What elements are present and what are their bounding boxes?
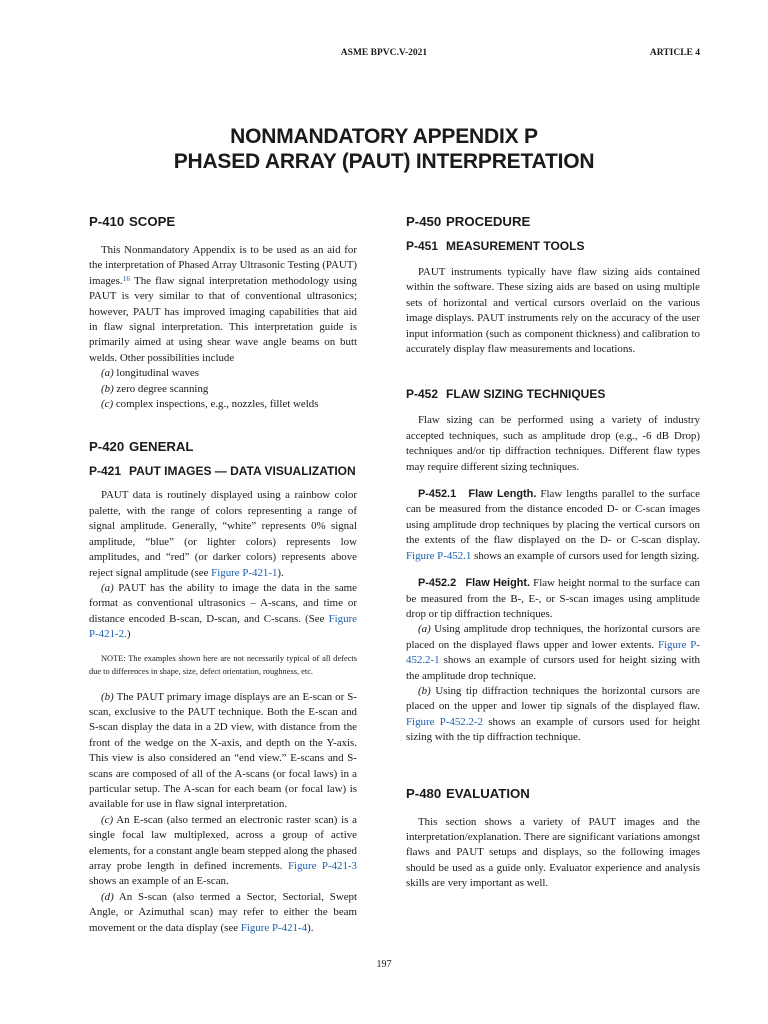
measurement-tools-paragraph: PAUT instruments typically have flaw sizing aids contained within the software. These sizing aids are based on using multiple sets of horizontal and vertical cursors overlaid on the various image displays. PAUT instruments rely on the accuracy of the user input information (such as component thickness) and calibration to accurately display flaw measurements and locations. [406, 266, 700, 356]
left-column [89, 214, 357, 936]
page-number: 197 [376, 959, 392, 970]
paut-images-item-c: (c) An E-scan (also termed an electronic raster scan) is a single focal law multiplexed, across a group of active elements, for a constant angle beam stepped along the phased array probe length in defined increments. Figure P-421-3 shows an example of an E-scan. [89, 813, 358, 888]
title-line-2: PHASED ARRAY (PAUT) INTERPRETATION [173, 150, 595, 173]
figure-link[interactable]: Figure P-421-4 [240, 921, 308, 934]
note-text: NOTE: The examples shown here are not necessarily typical of all defects due to differences in shape, size, defect orientation, roughness, etc. [89, 653, 357, 676]
scope-paragraph: This Nonmandatory Appendix is to be used as an aid for the interpretation of Phased Array Ultrasonic Testing (PAUT) images.$^{16}$ The flaw signal interpretation methodology using PAUT is very similar to that of conventional ultrasonics; however, PAUT has improved imaging capabilities that aid in flaw signal interpretation. This interpretation guide is primarily aimed at using shear wave angle beams on butt welds. Other possibilities include [89, 244, 357, 364]
evaluation-paragraph: This section shows a variety of PAUT images and the interpretation/explanation. There are significant variations amongst flaws and PAUT setups and displays, so the following images should be used as a guide only. Evaluator experience and analysis skills are very important as well. [406, 815, 700, 890]
right-column [406, 214, 700, 892]
list-item: (a) longitudinal waves [101, 367, 199, 380]
paut-images-item-d: (d) An S-scan (also termed a Sector, Sectorial, Swept Angle, or Azimuthal scan) may refer to either the beam movement or the data display (see Figure P-421-4). [89, 890, 357, 934]
figure-link[interactable]: Figure P-421-2. [89, 612, 357, 641]
running-header-code: ASME BPVC.V-2021 [340, 48, 428, 58]
paut-images-paragraph: PAUT data is routinely displayed using a rainbow color palette, with the range of colors representing a range of signal amplitude. Generally, “white” represents 0% signal amplitude, “blue” (or lighter colors) represents low amplitudes, and “red” (or darker colors) represents above reject signal amplitude (see Figure P-421-1). [89, 489, 357, 579]
title-line-1: NONMANDATORY APPENDIX P [230, 125, 538, 148]
running-header-article: ARTICLE 4 [649, 48, 700, 58]
section-heading-p451: P-451 MEASUREMENT TOOLS [406, 239, 585, 253]
list-item: (b) zero degree scanning [101, 382, 209, 395]
flaw-height-item-b: (b) Using tip diffraction techniques the horizontal cursors are placed on the upper and lower tip signals of the displayed flaw. Figure P-452.2-2 shows an example of cursors used for height sizing with the tip diffraction technique. [406, 684, 701, 744]
flaw-height-paragraph: P-452.2 Flaw Height. Flaw height normal to the surface can be measured from the B-, E-, or S-scan images using amplitude drop or tip diffraction techniques. [406, 577, 700, 620]
section-heading-p452: P-452 FLAW SIZING TECHNIQUES [406, 387, 606, 402]
section-heading-p480: P-480 EVALUATION [406, 785, 530, 801]
footnote-ref-link[interactable]: 16 [122, 273, 131, 283]
flaw-sizing-paragraph: Flaw sizing can be performed using a variety of industry accepted techniques, such as amplitude drop (e.g., -6 dB Drop) techniques and/or tip diffraction techniques. Different flaw types may require different sizing techniques. [406, 414, 700, 473]
section-heading-p421: P-421 PAUT IMAGES — DATA VISUALIZATION [89, 464, 356, 479]
section-heading-p420: P-420 GENERAL [89, 439, 194, 455]
figure-link[interactable]: Figure P-421-1 [211, 566, 278, 579]
figure-link[interactable]: Figure P-421-3 [287, 860, 358, 872]
figure-link[interactable]: Figure P-452.2-1 [406, 638, 700, 667]
flaw-height-item-a: (a) Using amplitude drop techniques, the horizontal cursors are placed on the displayed flaws upper and lower extents. Figure P-452.2-1 shows an example of cursors used for height sizing with the amplitude drop technique. [406, 623, 700, 682]
section-heading-p450: P-450 PROCEDURE [406, 214, 531, 229]
section-heading-p410: P-410 SCOPE [89, 214, 176, 229]
figure-link[interactable]: Figure P-452.2-2 [406, 715, 483, 728]
figure-link[interactable]: Figure P-452.1 [406, 549, 472, 562]
paut-images-item-b: (b) The PAUT primary image displays are an E-scan or S-scan, exclusive to the PAUT technique. Both the E-scan and S-scan display the data in a 2D view, with distance from the front of the wedge on the X-axis, and depth on the Y-axis. This view is also considered an “end view.” E-scans and S-scans are composed of all of the A-scans (or focal laws) in a particular setup. The A-scan for each beam (or focal law) is available for use in flaw signal interpretation. [89, 690, 357, 811]
list-item: (c) complex inspections, e.g., nozzles, fillet welds [101, 398, 319, 411]
flaw-length-paragraph: P-452.1 Flaw Length. Flaw lengths parallel to the surface can be measured from the distance encoded D- or C-scan images using amplitude drop techniques by placing the vertical cursors on the extents of the flaw displayed on the D- or C-scan display. Figure P-452.1 shows an example of cursors used for length sizing. [406, 488, 700, 562]
page-title [0, 124, 768, 174]
paut-images-item-a: (a) PAUT has the ability to image the data in the same format as conventional ultrasonics – A-scans, and time or distance encoded B-scan, D-scan, and C-scans. (See Figure P-421-2.) [89, 581, 357, 641]
